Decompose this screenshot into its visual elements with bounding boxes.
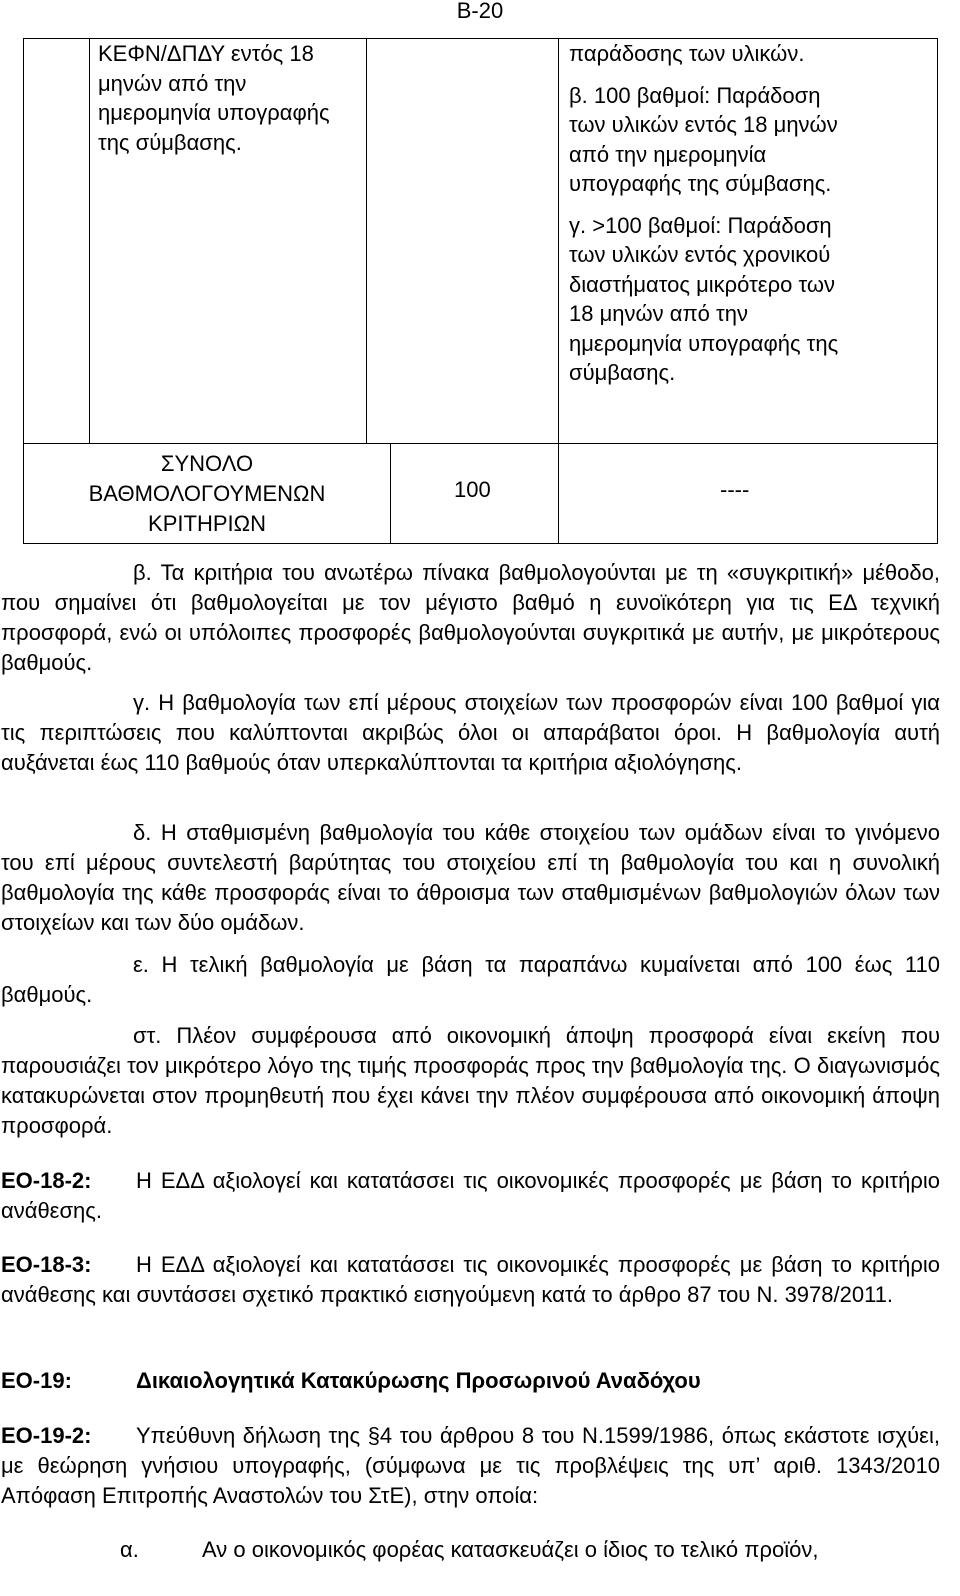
- cell-line: γ. >100 βαθμοί: Παράδοση: [569, 212, 832, 238]
- cell-line: παράδοσης των υλικών.: [569, 41, 805, 66]
- table-column-divider: [558, 443, 559, 543]
- item-eo-19-2: [1, 1421, 940, 1511]
- item-code: ΕΟ-18-2:: [1, 1168, 92, 1193]
- cell-line: ΒΑΘΜΟΛΟΓΟΥΜΕΝΩΝ: [88, 481, 326, 506]
- paragraph-epsilon: ε. Η τελική βαθμολογία με βάση τα παραπάνω κυμαίνεται από 100 έως 110 βαθμούς.: [1, 952, 940, 1007]
- table-column-divider: [390, 443, 391, 543]
- cell-line: 18 μηνών από την: [569, 301, 748, 326]
- cell-line: ΚΡΙΤΗΡΙΩΝ: [148, 511, 266, 536]
- cell-line: της σύμβασης.: [98, 129, 242, 155]
- cell-line: ΚΕΦΝ/ΔΠΔΥ εντός 18: [98, 41, 314, 66]
- item-eo-18-3: [1, 1250, 940, 1310]
- cell-line: των υλικών εντός χρονικού: [569, 242, 831, 267]
- cell-line: υπογραφής της σύμβασης.: [569, 171, 832, 196]
- subitem-text: Αν ο οικονομικός φορέας κατασκευάζει ο ίδιος το τελικό προϊόν,: [202, 1537, 819, 1562]
- cell-line: μηνών από την: [98, 70, 247, 96]
- subitem-alpha: [120, 1535, 940, 1565]
- cell-line: των υλικών εντός 18 μηνών: [569, 112, 838, 137]
- paragraph-st: στ. Πλέον συμφέρουσα από οικονομική άποψη προσφορά είναι εκείνη που παρουσιάζει τον μικρότερο λόγο της τιμής προσφοράς προς την βαθμολογία της. Ο διαγωνισμός κατακυρώνεται στον προμηθευτή που έχει κάνει την πλέον συμφέρουσα από οικονομική άποψη προσφορά.: [1, 1023, 940, 1138]
- page-number-header: Β-20: [456, 0, 504, 23]
- cell-line: ΣΥΝΟΛΟ: [160, 451, 254, 476]
- item-text: Υπεύθυνη δήλωση της §4 του άρθρου 8 του Ν.1599/1986, όπως εκάστοτε ισχύει, με θεώρηση γνήσιου υπογραφής, (σύμφωνα με τις προβλέψεις της υπ’ αριθ. 1343/2010 Απόφαση Επιτροπής Αναστολών του ΣτΕ), στην οποία:: [1, 1423, 940, 1508]
- paragraph-gamma: γ. Η βαθμολογία των επί μέρους στοιχείων των προσφορών είναι 100 βαθμοί για τις περιπτώσεις που καλύπτονται ακριβώς όλοι οι απαράβατοι όροι. Η βαθμολογία αυτή αυξάνεται έως 110 βαθμούς όταν υπερκαλύπτονται τα κριτήρια αξιολόγησης.: [1, 690, 940, 775]
- total-criteria-row: [23, 443, 938, 544]
- item-text: Η ΕΔΔ αξιολογεί και κατατάσσει τις οικονομικές προσφορές με βάση το κριτήριο ανάθεσης και συντάσσει σχετικό πρακτικό εισηγούμενη κατά το άρθρο 87 του Ν. 3978/2011.: [1, 1252, 940, 1307]
- item-code: ΕΟ-19:: [1, 1368, 72, 1393]
- cell-line: ημερομηνία υπογραφής της: [569, 330, 839, 356]
- item-eo-19: [1, 1366, 940, 1396]
- table-column-divider: [89, 39, 90, 443]
- cell-line: ημερομηνία υπογραφής: [98, 100, 330, 125]
- item-code: ΕΟ-18-3:: [1, 1252, 92, 1277]
- cell-line: από την ημερομηνία: [569, 141, 767, 167]
- total-dash-value: ----: [720, 477, 750, 502]
- section-heading: Δικαιολογητικά Κατακύρωσης Προσωρινού Αναδόχου: [136, 1368, 701, 1393]
- criteria-table-row: [23, 38, 938, 444]
- subitem-label: α.: [120, 1537, 139, 1562]
- paragraph-beta: β. Τα κριτήρια του ανωτέρω πίνακα βαθμολογούνται με τη «συγκριτική» μέθοδο, που σημαίνει ότι βαθμολογείται με τον μέγιστο βαθμό η ευνοϊκότερη για τις ΕΔ τεχνική προσφορά, ενώ οι υπόλοιπες προσφορές βαθμολογούνται συγκριτικά με αυτήν, με μικρότερους βαθμούς.: [1, 560, 940, 675]
- cell-line: β. 100 βαθμοί: Παράδοση: [569, 82, 821, 108]
- total-score-value: 100: [454, 477, 491, 502]
- criterion-description-cell: [98, 39, 368, 157]
- cell-line: διαστήματος μικρότερο των: [569, 271, 835, 297]
- scoring-method-cell: [569, 39, 909, 388]
- item-code: ΕΟ-19-2:: [1, 1423, 92, 1448]
- cell-line: σύμβασης.: [569, 360, 676, 385]
- paragraph-delta: δ. Η σταθμισμένη βαθμολογία του κάθε στοιχείου των ομάδων είναι το γινόμενο του επί μέρους συντελεστή βαρύτητας του στοιχείου επί τη βαθμολογία του και η συνολική βαθμολογία της κάθε προσφοράς είναι το άθροισμα των σταθμισμένων βαθμολογιών όλων των στοιχείων και των δύο ομάδων.: [1, 820, 940, 935]
- item-text: Η ΕΔΔ αξιολογεί και κατατάσσει τις οικονομικές προσφορές με βάση το κριτήριο ανάθεσης.: [1, 1168, 940, 1223]
- item-eo-18-2: [1, 1166, 940, 1226]
- table-column-divider: [558, 39, 559, 443]
- total-label-cell: [24, 449, 390, 539]
